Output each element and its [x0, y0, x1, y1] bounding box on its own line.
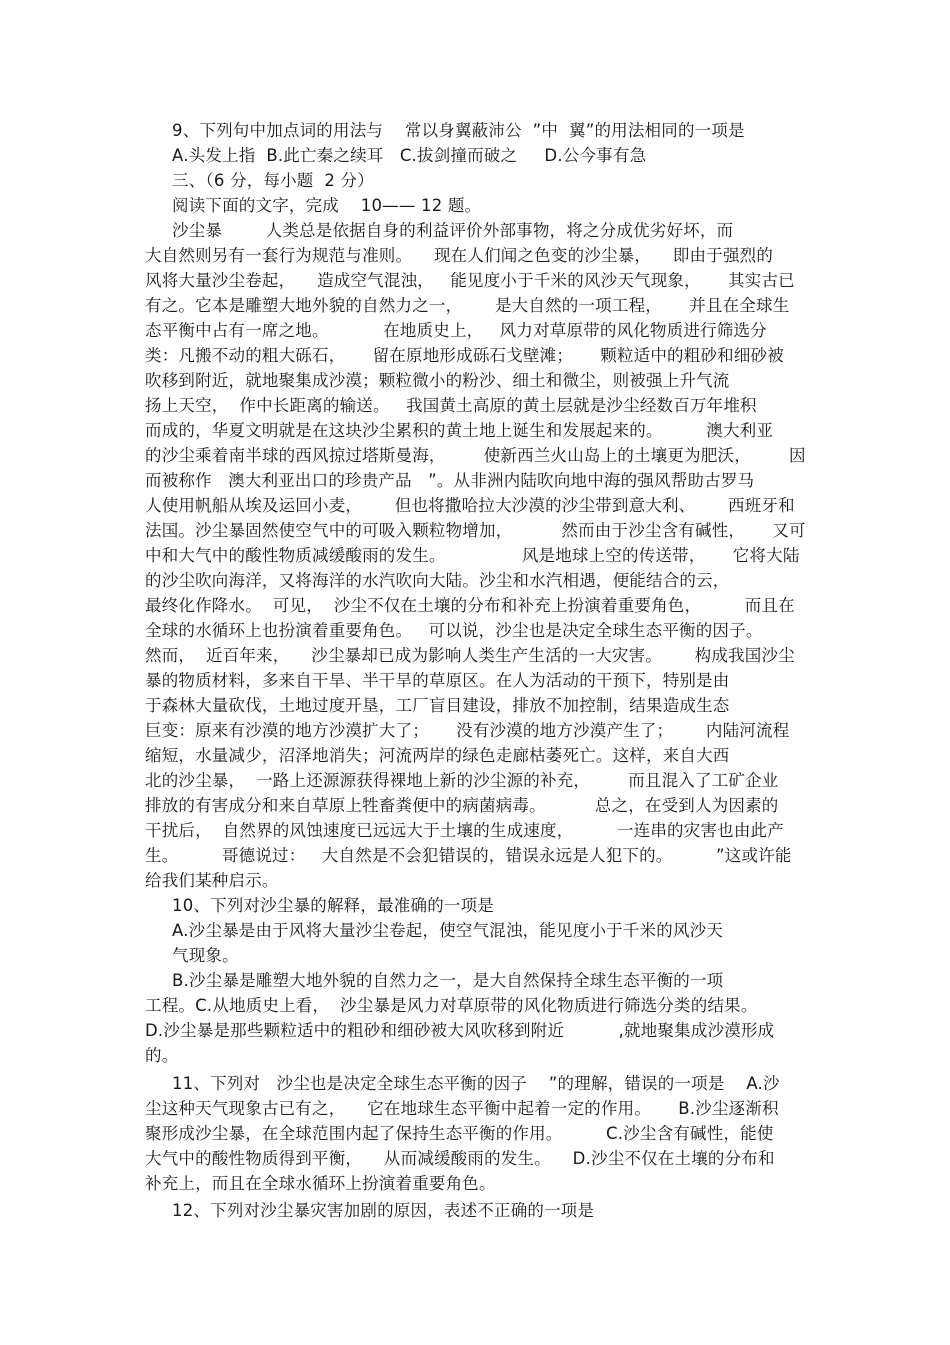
passage-line: 暴的物质材料，多来自干旱、半干旱的草原区。在人为活动的干预下，特别是由 [145, 671, 730, 690]
passage-line: 而被称作 澳大利亚出口的珍贵产品 ”。从非洲内陆吹向地中海的强风帮助古罗马 [145, 471, 755, 490]
passage-line: 态平衡中占有一席之地。 在地质史上， 风力对草原带的风化物质进行筛选分 [145, 321, 767, 340]
passage-line: 扬上天空， 作中长距离的输送。 我国黄土高原的黄土层就是沙尘经数百万年堆积 [145, 396, 757, 415]
question-11-stem: 11、下列对 沙尘也是决定全球生态平衡的因子 ”的理解，错误的一项是 A.沙 [172, 1074, 780, 1093]
question-11-option: 尘这种天气现象古已有之， 它在地球生态平衡中起着一定的作用。 B.沙尘逐渐积 [145, 1099, 779, 1118]
passage-line: 干扰后， 自然界的风蚀速度已远远大于土壤的生成速度， 一连串的灾害也由此产 [145, 821, 784, 840]
question-10-option: 工程。C.从地质史上看， 沙尘暴是风力对草原带的风化物质进行筛选分类的结果。 [145, 996, 758, 1015]
passage-line: 风将大量沙尘卷起， 造成空气混浊， 能见度小于千米的风沙天气现象， 其实古已 [145, 271, 795, 290]
passage-line: 大自然则另有一套行为规范与准则。 现在人们闻之色变的沙尘暴， 即由于强烈的 [145, 246, 774, 265]
passage-line: 最终化作降水。 可见， 沙尘不仅在土壤的分布和补充上扮演着重要角色， 而且在 [145, 596, 795, 615]
passage-line: 生。 哥德说过： 大自然是不会犯错误的，错误永远是人犯下的。 ”这或许能 [145, 846, 792, 865]
question-11-option: 大气中的酸性物质得到平衡， 从而减缓酸雨的发生。 D.沙尘不仅在土壤的分布和 [145, 1149, 775, 1168]
passage-line: 于森林大量砍伐，土地过度开垦，工厂盲目建设，排放不加控制，结果造成生态 [145, 696, 730, 715]
passage-line: 排放的有害成分和来自草原上牲畜粪便中的病菌病毒。 总之，在受到人为因素的 [145, 796, 779, 815]
passage-line: 有之。它本是雕塑大地外貌的自然力之一， 是大自然的一项工程， 并且在全球生 [145, 296, 790, 315]
reading-instruction: 阅读下面的文字，完成 10—— 12 题。 [172, 196, 482, 215]
passage-line: 的沙尘乘着南半球的西风掠过塔斯曼海， 使新西兰火山岛上的土壤更为肥沃， 因 [145, 446, 806, 465]
passage-line: 沙尘暴 人类总是依据自身的利益评价外部事物，将之分成优劣好坏，而 [172, 221, 734, 240]
passage-line: 北的沙尘暴， 一路上还源源获得裸地上新的沙尘源的补充， 而且混入了工矿企业 [145, 771, 779, 790]
question-10-stem: 10、下列对沙尘暴的解释，最准确的一项是 [172, 896, 494, 915]
passage-line: 巨变：原来有沙漠的地方沙漠扩大了； 没有沙漠的地方沙漠产生了； 内陆河流程 [145, 721, 790, 740]
passage-line: 类：凡搬不动的粗大砾石， 留在原地形成砾石戈壁滩； 颗粒适中的粗砂和细砂被 [145, 346, 784, 365]
question-10-option: A.沙尘暴是由于风将大量沙尘卷起，使空气混浊，能见度小于千米的风沙天 [172, 921, 724, 940]
question-10-option: D.沙尘暴是那些颗粒适中的粗砂和细砂被大风吹移到附近 ,就地聚集成沙漠形成 [145, 1021, 775, 1040]
question-10-option: 气现象。 [172, 946, 239, 965]
passage-line: 法国。沙尘暴固然使空气中的可吸入颗粒物增加， 然而由于沙尘含有碱性， 又可 [145, 521, 806, 540]
passage-line: 中和大气中的酸性物质减缓酸雨的发生。 风是地球上空的传送带， 它将大陆 [145, 546, 800, 565]
passage-line: 而成的，华夏文明就是在这块沙尘累积的黄土地上诞生和发展起来的。 澳大利亚 [145, 421, 774, 440]
question-10-option: 的。 [145, 1046, 179, 1065]
passage-line: 全球的水循环上也扮演着重要角色。 可以说，沙尘也是决定全球生态平衡的因子。 [145, 621, 763, 640]
question-11-option: 补充上，而且在全球水循环上扮演着重要角色。 [145, 1174, 496, 1193]
passage-line: 然而， 近百年来， 沙尘暴却已成为影响人类生产生活的一大灾害。 构成我国沙尘 [145, 646, 795, 665]
passage-line: 吹移到附近，就地聚集成沙漠；颗粒微小的粉沙、细土和微尘，则被强上升气流 [145, 371, 730, 390]
passage-line: 缩短，水量减少，沼泽地消失；河流两岸的绿色走廊枯萎死亡。这样，来自大西 [145, 746, 730, 765]
question-11-option: 聚形成沙尘暴，在全球范围内起了保持生态平衡的作用。 C.沙尘含有碱性，能使 [145, 1124, 774, 1143]
passage-line: 给我们某种启示。 [145, 871, 279, 890]
passage-line: 的沙尘吹向海洋，又将海洋的水汽吹向大陆。沙尘和水汽相遇，便能结合的云， [145, 571, 730, 590]
question-9-options: A.头发上指 B.此亡秦之续耳 C.拔剑撞而破之 D.公今事有急 [172, 146, 647, 165]
question-12-stem: 12、下列对沙尘暴灾害加剧的原因，表述不正确的一项是 [172, 1201, 595, 1220]
question-10-option: B.沙尘暴是雕塑大地外貌的自然力之一，是大自然保持全球生态平衡的一项 [172, 971, 724, 990]
section-three-heading: 三、（6 分，每小题 2 分） [172, 171, 374, 190]
passage-line: 人使用帆船从埃及运回小麦， 但也将撒哈拉大沙漠的沙尘带到意大利、 西班牙和 [145, 496, 795, 515]
question-9-stem: 9、下列句中加点词的用法与 常以身翼蔽沛公 ”中 翼”的用法相同的一项是 [172, 121, 745, 140]
